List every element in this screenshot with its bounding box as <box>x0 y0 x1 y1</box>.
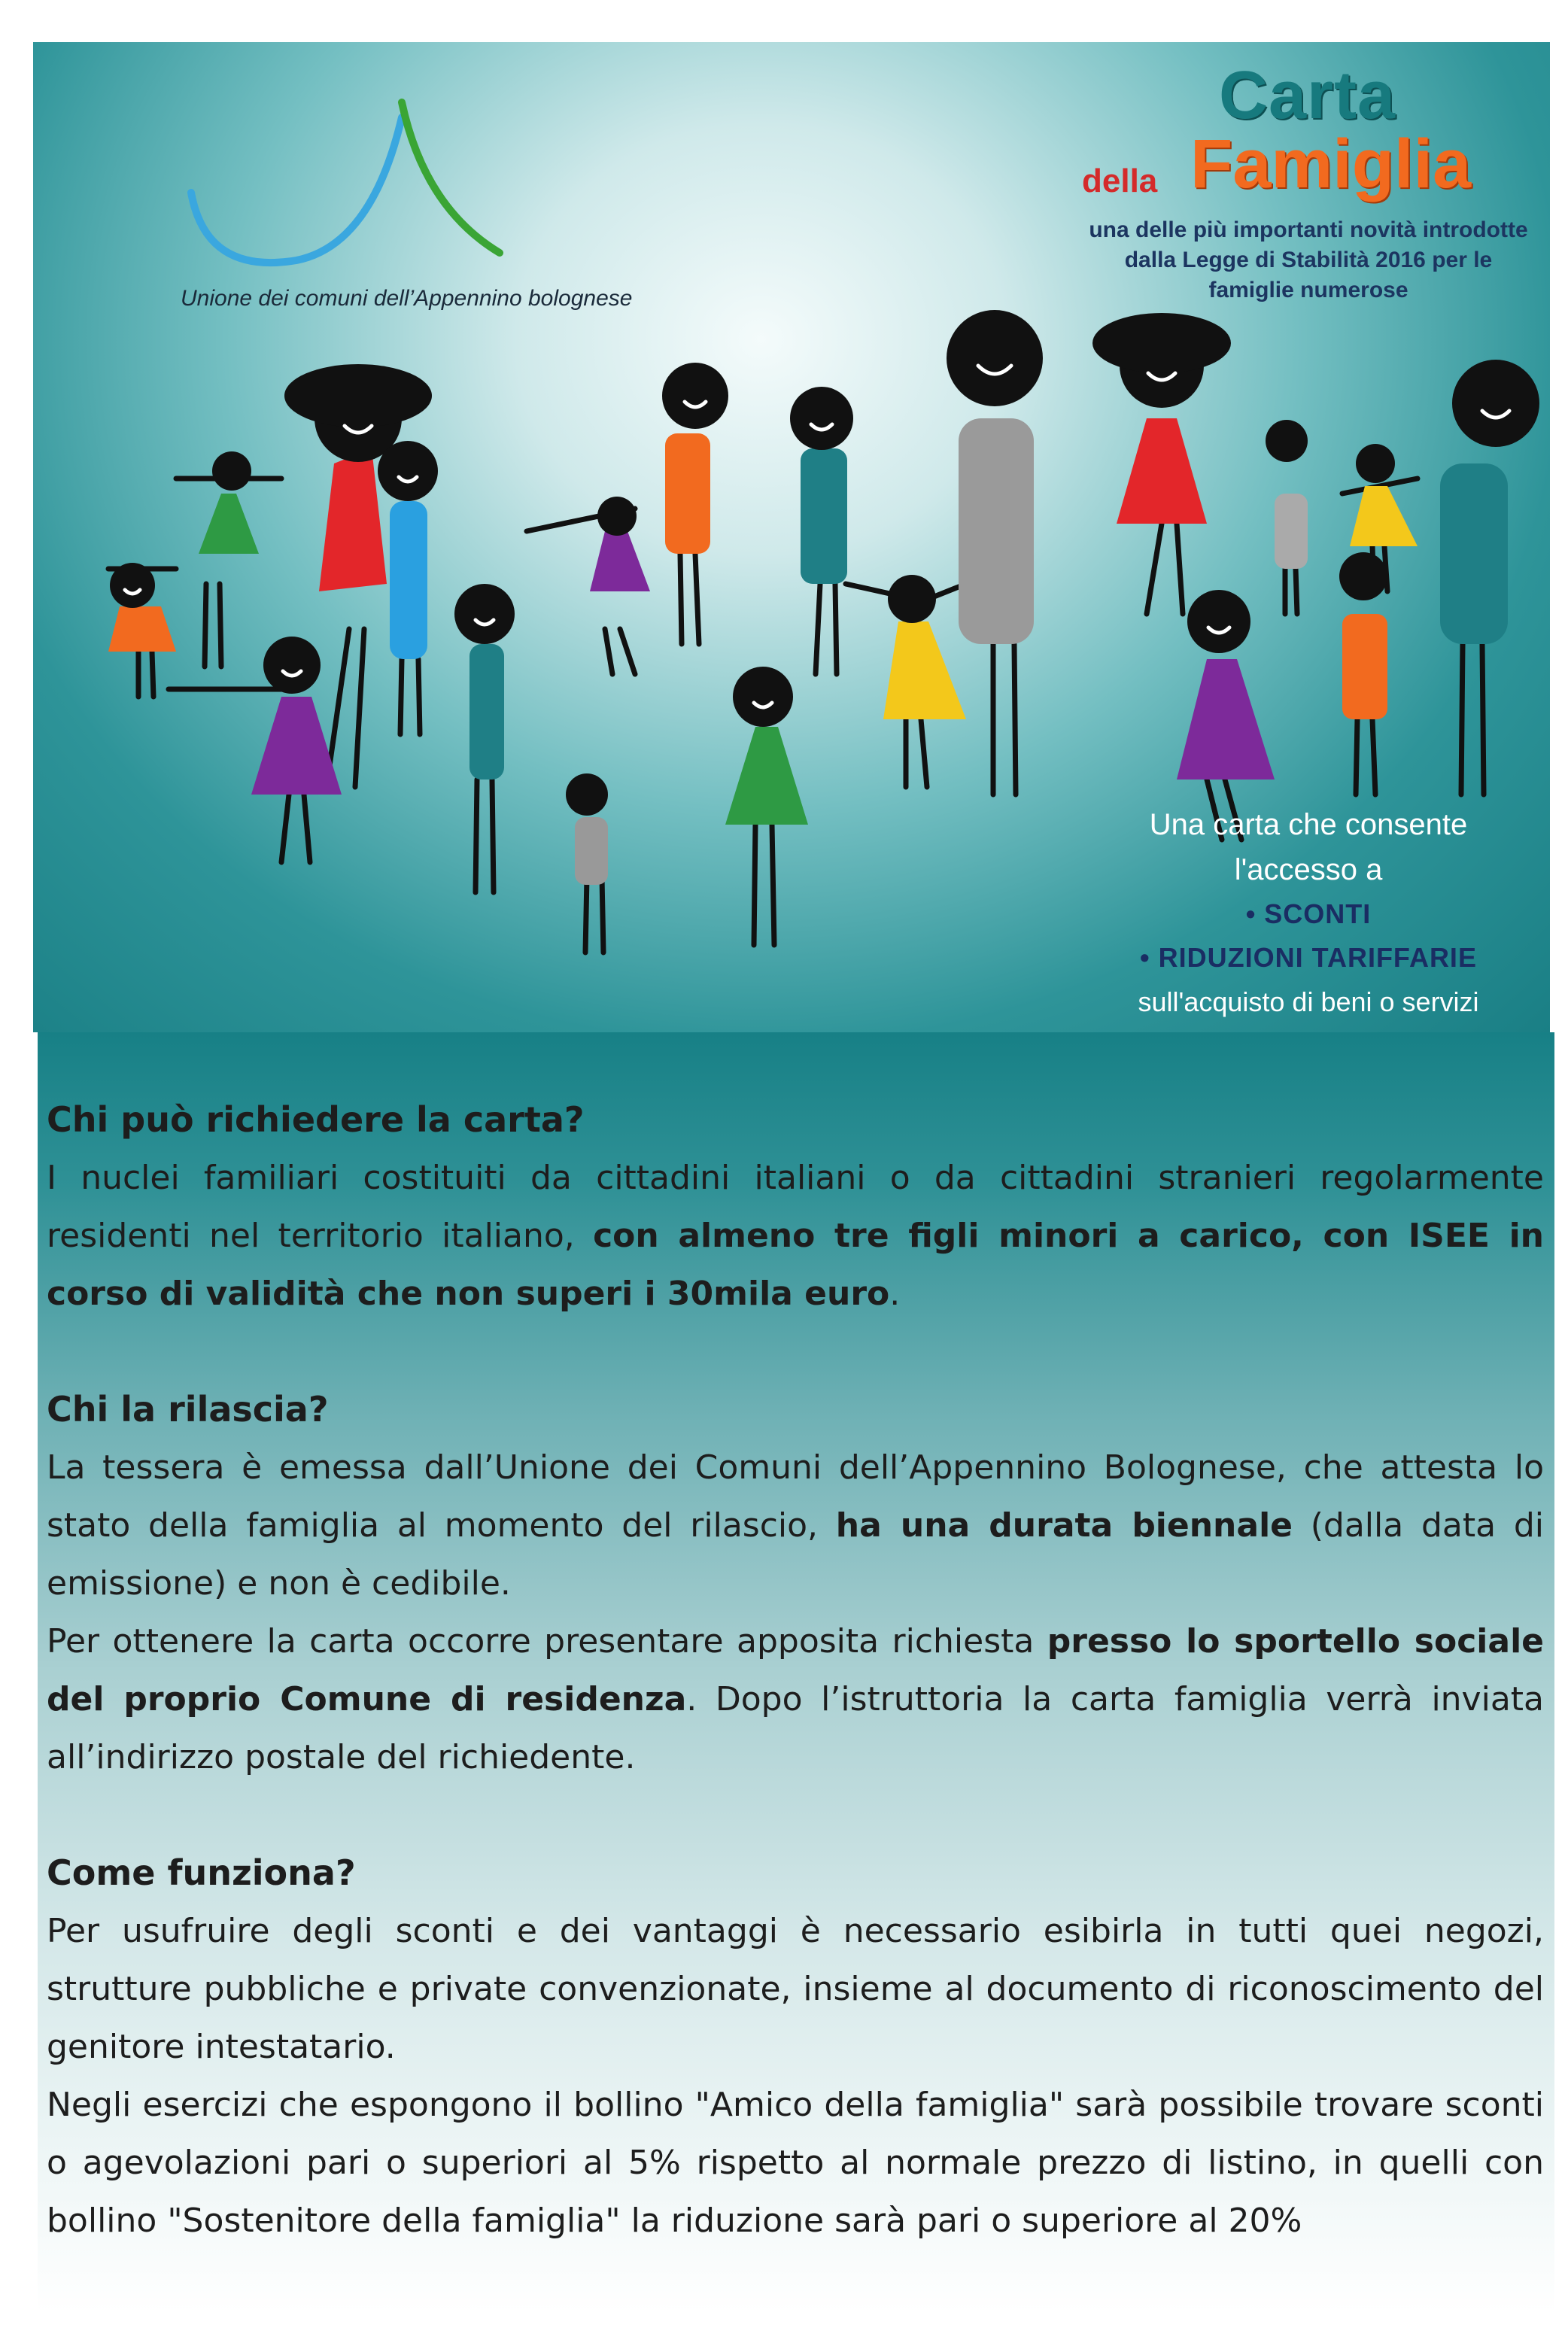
carta-info-line-2: l'accesso a <box>1234 853 1383 886</box>
subtitle <box>1071 215 1545 305</box>
section-heading-come-funziona: Come funziona? <box>47 1852 356 1893</box>
logo-mark-icon <box>146 72 628 298</box>
text-span: . <box>889 1275 901 1313</box>
title-famiglia: Famiglia <box>1190 126 1472 202</box>
text-span: La tessera è emessa dall’Unione dei Comuni dell’Appennino Bolognese, che attesta lo stato della famiglia al momento del rilascio, <box>47 1448 1544 1545</box>
spacer <box>47 1786 1544 1844</box>
section-text-come-funziona-1: Per usufruire degli sconti e dei vantaggi è necessario esibirla in tutti quei negozi, strutture pubbliche e private convenzionate, insieme al documento di riconoscimento del genitore intestatario. <box>47 1912 1544 2066</box>
carta-info-line-1: Una carta che consente <box>1149 808 1468 841</box>
bold-span: presso lo sportello sociale del proprio Comune di residenza <box>47 1622 1544 1718</box>
carta-info <box>1071 802 1545 1025</box>
spacer <box>47 1323 1544 1381</box>
subtitle-line-1: una delle più importanti novità introdotte <box>1089 217 1528 242</box>
carta-info-line-3: sull'acquisto di beni o servizi <box>1138 986 1479 1017</box>
title-della: della <box>1082 163 1158 199</box>
section-heading-chi-puo: Chi può richiedere la carta? <box>47 1099 585 1140</box>
section-text-chi-rilascia-1 <box>47 1439 1544 1612</box>
title-carta: Carta <box>1219 58 1396 133</box>
info-content <box>47 1091 1544 2250</box>
text-span: (dalla data di emissione) e non è cedibile. <box>47 1506 1544 1603</box>
carta-info-bullet-sconti: • SCONTI <box>1245 898 1372 929</box>
banner-illustration <box>33 42 1550 1032</box>
section-text-chi-puo <box>47 1149 1544 1323</box>
logo <box>146 72 633 343</box>
subtitle-line-2: dalla Legge di Stabilità 2016 per le <box>1124 248 1493 272</box>
carta-info-bullet-riduzioni: • RIDUZIONI TARIFFARIE <box>1140 942 1477 973</box>
section-heading-chi-rilascia: Chi la rilascia? <box>47 1389 329 1430</box>
logo-text: Unione dei comuni dell’Appennino bolognese <box>181 286 633 311</box>
subtitle-line-3: famiglie numerose <box>1208 278 1408 302</box>
bold-span: ha una durata biennale <box>835 1506 1293 1545</box>
section-text-chi-rilascia-2 <box>47 1612 1544 1786</box>
text-span: I nuclei familiari costituiti da cittadini italiani o da cittadini stranieri regolarmente residenti nel territorio italiano, <box>47 1159 1544 1255</box>
text-span: Per ottenere la carta occorre presentare apposita richiesta <box>47 1622 1047 1661</box>
text-span: . Dopo l’istruttoria la carta famiglia verrà inviata all’indirizzo postale del richiedente. <box>47 1680 1544 1776</box>
section-text-come-funziona-2: Negli esercizi che espongono il bollino "Amico della famiglia" sarà possibile trovare sconti o agevolazioni pari o superiori al 5% rispetto al normale prezzo di listino, in quelli con bollino "Sostenitore della famiglia" la riduzione sarà pari o superiore al 20% <box>47 2086 1544 2240</box>
bold-span: con almeno tre figli minori a carico, con ISEE in corso di validità che non superi i 30mila euro <box>47 1217 1544 1313</box>
